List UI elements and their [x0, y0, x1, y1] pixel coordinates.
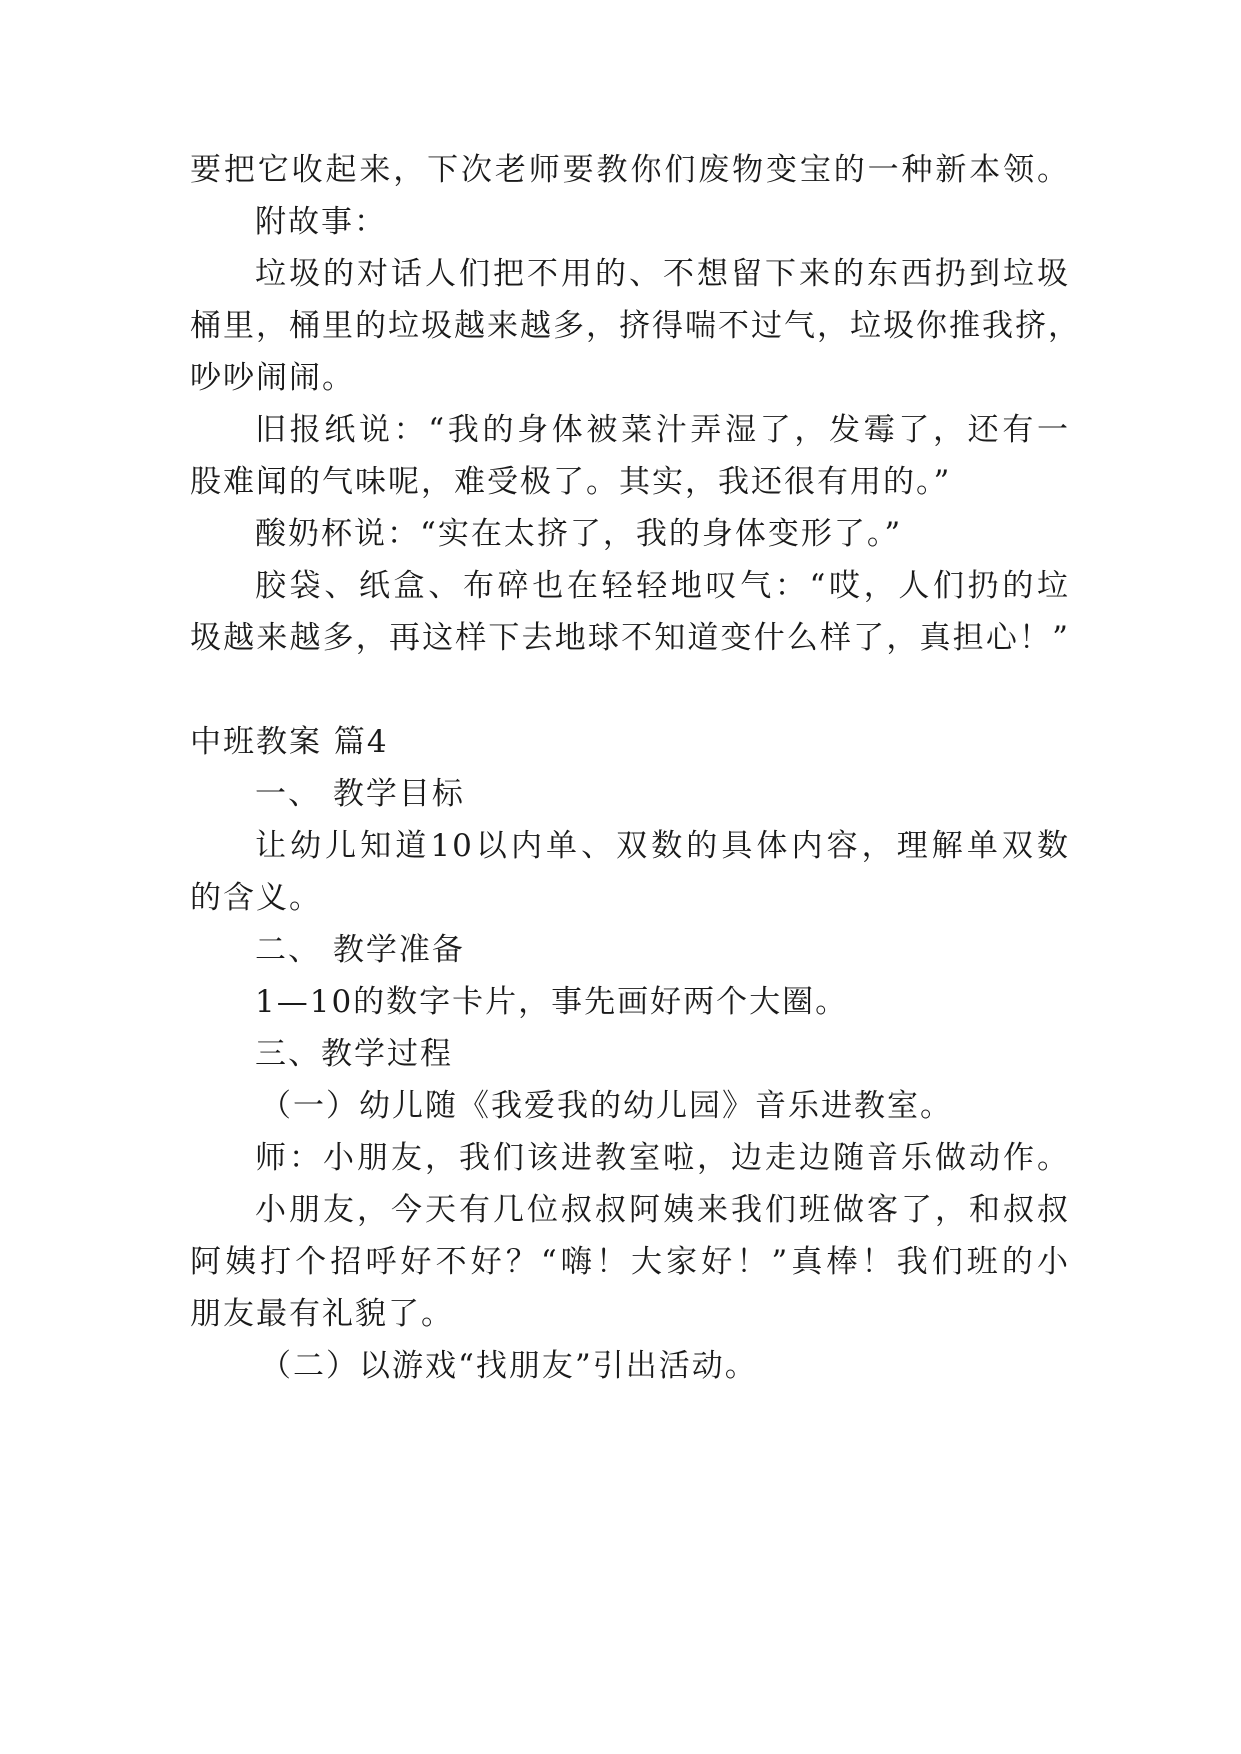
paragraph-line: 让幼儿知道10以内单、双数的具体内容，理解单双数: [255, 828, 1070, 864]
paragraph-line: 垃圾的对话人们把不用的、不想留下来的东西扔到垃圾: [255, 256, 1070, 292]
paragraph-line: 旧报纸说：“我的身体被菜汁弄湿了，发霉了，还有一: [255, 412, 1070, 448]
paragraph-line: 吵吵闹闹。: [190, 360, 355, 396]
paragraph-line: （一）幼儿随《我爱我的幼儿园》音乐进教室。: [260, 1088, 953, 1124]
paragraph-line: 1—10的数字卡片，事先画好两个大圈。: [255, 984, 849, 1020]
paragraph-line: 酸奶杯说：“实在太挤了，我的身体变形了。”: [255, 516, 903, 552]
paragraph-line: （二）以游戏“找朋友”引出活动。: [260, 1348, 758, 1384]
paragraph-line: 桶里，桶里的垃圾越来越多，挤得喘不过气，垃圾你推我挤，: [190, 308, 1081, 344]
subsection-heading: 一、 教学目标: [255, 776, 465, 812]
paragraph-line: 要把它收起来，下次老师要教你们废物变宝的一种新本领。: [190, 152, 1070, 188]
paragraph-line: 师：小朋友，我们该进教室啦，边走边随音乐做动作。: [255, 1140, 1070, 1176]
paragraph-line: 小朋友，今天有几位叔叔阿姨来我们班做客了，和叔叔: [255, 1192, 1070, 1228]
paragraph-line: 阿姨打个招呼好不好？“嗨！大家好！”真棒！我们班的小: [190, 1244, 1070, 1280]
section-heading: 中班教案 篇4: [190, 724, 389, 760]
paragraph-line: 股难闻的气味呢，难受极了。其实，我还很有用的。”: [190, 464, 952, 500]
paragraph-line: 的含义。: [190, 880, 322, 916]
subsection-heading: 三、教学过程: [255, 1036, 453, 1072]
paragraph-line: 朋友最有礼貌了。: [190, 1296, 454, 1332]
paragraph-line: 胶袋、纸盒、布碎也在轻轻地叹气：“哎，人们扔的垃: [255, 568, 1070, 604]
paragraph-line: 圾越来越多，再这样下去地球不知道变什么样了，真担心！”: [190, 620, 1070, 656]
subsection-heading: 二、 教学准备: [255, 932, 465, 968]
paragraph-line: 附故事：: [255, 204, 387, 240]
